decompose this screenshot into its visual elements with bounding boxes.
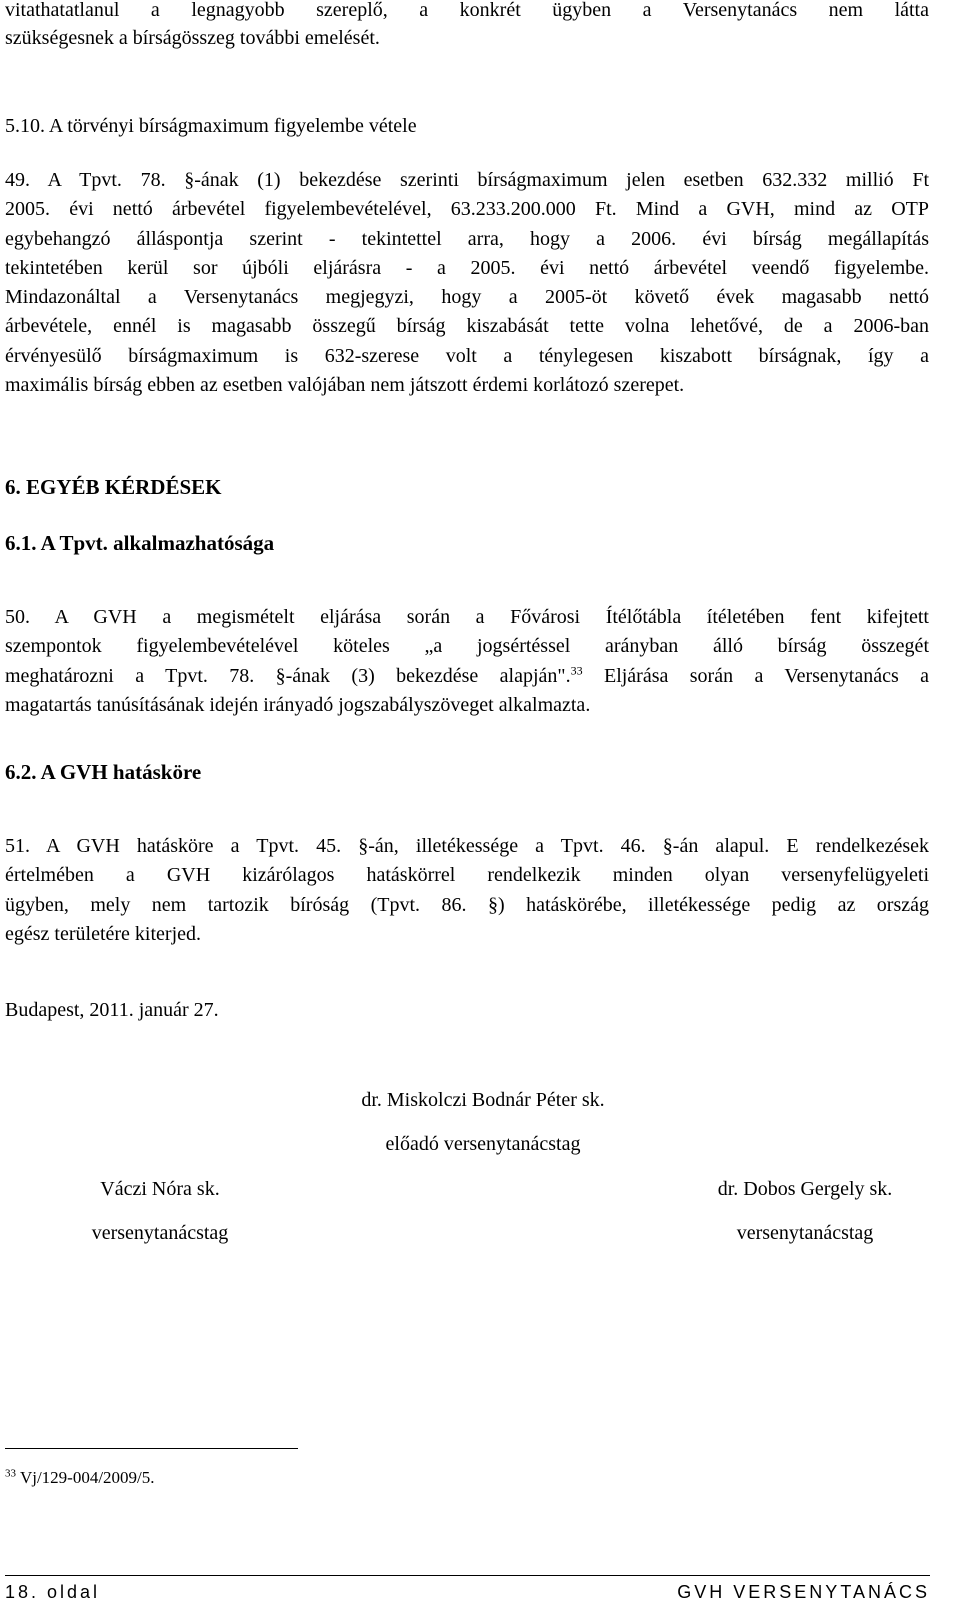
signature-left-name: Váczi Nóra sk. bbox=[100, 1178, 220, 1200]
footer-page-number: 18. oldal bbox=[5, 1582, 101, 1602]
paragraph-50 bbox=[5, 603, 929, 720]
section-heading-5-10: 5.10. A törvényi bírságmaximum figyelembe vétele bbox=[5, 115, 417, 137]
footer-organization: GVH VERSENYTANÁCS bbox=[677, 1582, 930, 1602]
signature-left-role: versenytanácstag bbox=[91, 1222, 229, 1244]
text-line: 49. A Tpvt. 78. §-ának (1) bekezdése szerinti bírságmaximum jelen esetben 632.332 millió Ft bbox=[5, 169, 929, 191]
footnote-number: 33 bbox=[5, 1467, 16, 1480]
text-line: Mindazonáltal a Versenytanács megjegyzi, hogy a 2005-öt követő évek magasabb nettó bbox=[5, 286, 929, 309]
section-heading-6-1: 6.1. A Tpvt. alkalmazhatósága bbox=[5, 531, 275, 555]
text-line: szempontok figyelembevételével köteles „a jogsértéssel arányban álló bírság összegét bbox=[5, 635, 929, 658]
text-fragment: Eljárása során a Versenytanács a bbox=[582, 664, 929, 687]
section-heading-6: 6. EGYÉB KÉRDÉSEK bbox=[5, 475, 222, 499]
paragraph-continuation bbox=[5, 0, 929, 52]
signature-right-role: versenytanácstag bbox=[736, 1222, 874, 1244]
footnote bbox=[5, 1468, 155, 1488]
text-line: tekintetében kerül sor újbóli eljárásra - a 2005. évi nettó árbevétel veendő figyelembe. bbox=[5, 256, 929, 279]
text-line: értelmében a GVH kizárólagos hatáskörrel rendelkezik minden olyan versenyfelügyeleti bbox=[5, 864, 929, 887]
text-fragment: meghatározni a Tpvt. 78. §-ának (3) bekezdése alapján". bbox=[5, 664, 571, 687]
text-line: 51. A GVH hatásköre a Tpvt. 45. §-án, illetékessége a Tpvt. 46. §-án alapul. E rendelkezések bbox=[5, 835, 929, 857]
text-line: egybehangzó álláspontja szerint - tekintettel arra, hogy a 2006. évi bírság megállapítás bbox=[5, 227, 929, 250]
text-line: 50. A GVH a megismételt eljárása során a Fővárosi Ítélőtábla ítéletében fent kifejtett bbox=[5, 606, 929, 628]
text-line: maximális bírság ebben az esetben valójában nem játszott érdemi korlátozó szerepet. bbox=[5, 374, 685, 397]
section-heading-6-2: 6.2. A GVH hatásköre bbox=[5, 760, 202, 784]
text-line: érvényesülő bírságmaximum is 632-szerese volt a ténylegesen kiszabott bírságnak, így a bbox=[5, 344, 929, 367]
signature-presenter-role: előadó versenytanácstag bbox=[385, 1133, 581, 1155]
place-date: Budapest, 2011. január 27. bbox=[5, 999, 219, 1021]
footnote-text: Vj/129-004/2009/5. bbox=[19, 1468, 155, 1487]
footnote-separator bbox=[5, 1448, 298, 1449]
text-line: szükségesnek a bírságösszeg további emelését. bbox=[5, 27, 380, 49]
text-line: árbevétele, ennél is magasabb összegű bírság kiszabását tette volna lehetővé, de a 2006-ban bbox=[5, 315, 929, 338]
footer-rule bbox=[5, 1575, 930, 1576]
text-line: vitathatatlanul a legnagyobb szereplő, a konkrét ügyben a Versenytanács nem látta bbox=[5, 0, 929, 21]
footnote-reference: 33 bbox=[570, 662, 583, 677]
text-line: ügyben, mely nem tartozik bíróság (Tpvt. 86. §) hatáskörébe, illetékessége pedig az ország bbox=[5, 893, 929, 916]
text-line: 2005. évi nettó árbevétel figyelembevételével, 63.233.200.000 Ft. Mind a GVH, mind az OTP bbox=[5, 198, 929, 221]
paragraph-51 bbox=[5, 832, 929, 949]
text-line: magatartás tanúsításának idején irányadó jogszabályszöveget alkalmazta. bbox=[5, 693, 591, 716]
text-line bbox=[5, 662, 929, 691]
paragraph-49 bbox=[5, 166, 929, 400]
text-line: egész területére kiterjed. bbox=[5, 922, 201, 945]
signature-presenter-name: dr. Miskolczi Bodnár Péter sk. bbox=[361, 1089, 605, 1111]
signature-right-name: dr. Dobos Gergely sk. bbox=[717, 1178, 893, 1200]
